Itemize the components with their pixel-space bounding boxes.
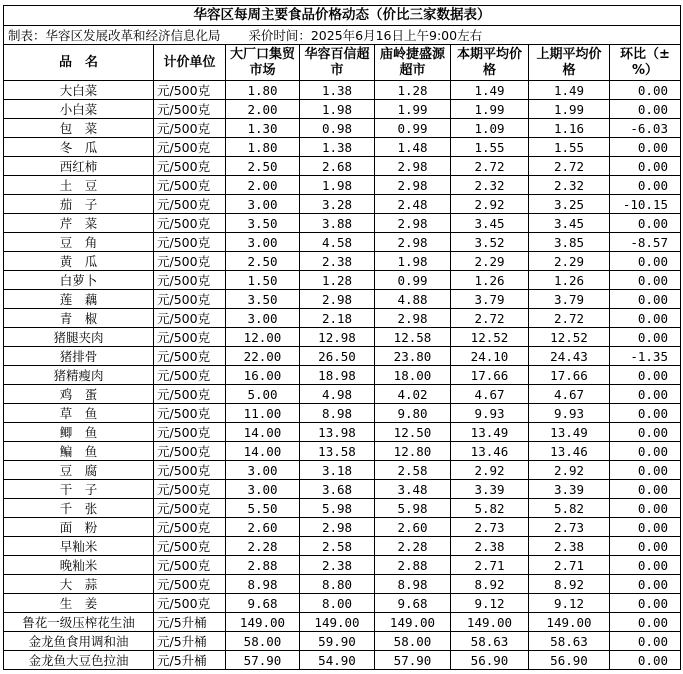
table-row (4, 290, 681, 309)
price-change: 0.00 (610, 176, 681, 195)
price-market-1: 3.00 (226, 309, 300, 328)
price-market-2: 2.98 (300, 518, 375, 537)
price-change: 0.00 (610, 461, 681, 480)
price-current-avg: 2.32 (451, 176, 529, 195)
price-market-2: 2.18 (300, 309, 375, 328)
item-name: 鲫 鱼 (4, 423, 154, 442)
item-name: 草 鱼 (4, 404, 154, 423)
item-name: 金龙鱼食用调和油 (4, 632, 154, 651)
item-unit: 元/500克 (154, 404, 226, 423)
item-name: 小白菜 (4, 100, 154, 119)
price-previous-avg: 9.12 (529, 594, 610, 613)
price-market-1: 2.50 (226, 157, 300, 176)
item-unit: 元/500克 (154, 518, 226, 537)
price-previous-avg: 1.16 (529, 119, 610, 138)
price-current-avg: 3.79 (451, 290, 529, 309)
item-unit: 元/500克 (154, 347, 226, 366)
price-previous-avg: 2.73 (529, 518, 610, 537)
price-previous-avg: 5.82 (529, 499, 610, 518)
price-change: 0.00 (610, 157, 681, 176)
item-name: 冬 瓜 (4, 138, 154, 157)
price-market-2: 26.50 (300, 347, 375, 366)
price-market-3: 2.98 (375, 214, 451, 233)
price-market-2: 4.58 (300, 233, 375, 252)
table-row (4, 537, 681, 556)
table-row (4, 651, 681, 670)
table-title: 华容区每周主要食品价格动态（价比三家数据表） (4, 6, 681, 26)
item-name: 千 张 (4, 499, 154, 518)
price-current-avg: 13.49 (451, 423, 529, 442)
price-market-3: 9.68 (375, 594, 451, 613)
price-market-1: 3.00 (226, 233, 300, 252)
table-row (4, 366, 681, 385)
price-change: 0.00 (610, 499, 681, 518)
table-row (4, 119, 681, 138)
price-market-3: 12.50 (375, 423, 451, 442)
header-market-2: 华容百信超市 (300, 45, 375, 81)
price-current-avg: 3.45 (451, 214, 529, 233)
price-market-2: 1.38 (300, 81, 375, 100)
price-previous-avg: 13.49 (529, 423, 610, 442)
item-unit: 元/5升桶 (154, 651, 226, 670)
price-current-avg: 1.99 (451, 100, 529, 119)
meta-row (4, 26, 681, 45)
table-row (4, 271, 681, 290)
table-row (4, 214, 681, 233)
table-row (4, 461, 681, 480)
price-market-3: 2.28 (375, 537, 451, 556)
price-market-1: 58.00 (226, 632, 300, 651)
price-current-avg: 2.71 (451, 556, 529, 575)
price-previous-avg: 1.99 (529, 100, 610, 119)
price-market-3: 0.99 (375, 271, 451, 290)
price-market-2: 54.90 (300, 651, 375, 670)
price-market-2: 5.98 (300, 499, 375, 518)
header-previous-avg: 上期平均价格 (529, 45, 610, 81)
price-current-avg: 2.29 (451, 252, 529, 271)
header-market-1: 大厂口集贸市场 (226, 45, 300, 81)
price-market-3: 5.98 (375, 499, 451, 518)
item-name: 猪排骨 (4, 347, 154, 366)
price-market-1: 22.00 (226, 347, 300, 366)
price-market-3: 2.58 (375, 461, 451, 480)
table-row (4, 518, 681, 537)
price-market-2: 13.58 (300, 442, 375, 461)
price-current-avg: 13.46 (451, 442, 529, 461)
item-name: 晚籼米 (4, 556, 154, 575)
price-market-2: 2.98 (300, 290, 375, 309)
price-previous-avg: 2.72 (529, 309, 610, 328)
meta-line (4, 26, 681, 45)
price-change: 0.00 (610, 385, 681, 404)
table-row (4, 442, 681, 461)
item-name: 鲁花一级压榨花生油 (4, 613, 154, 632)
price-previous-avg: 3.85 (529, 233, 610, 252)
price-market-1: 1.50 (226, 271, 300, 290)
item-name: 大白菜 (4, 81, 154, 100)
item-unit: 元/500克 (154, 157, 226, 176)
item-unit: 元/500克 (154, 366, 226, 385)
price-market-2: 149.00 (300, 613, 375, 632)
item-unit: 元/500克 (154, 537, 226, 556)
price-previous-avg: 3.25 (529, 195, 610, 214)
item-name: 黄 瓜 (4, 252, 154, 271)
price-current-avg: 9.12 (451, 594, 529, 613)
header-change: 环比（±%） (610, 45, 681, 81)
price-market-3: 12.58 (375, 328, 451, 347)
price-market-3: 8.98 (375, 575, 451, 594)
table-row (4, 423, 681, 442)
price-market-1: 12.00 (226, 328, 300, 347)
price-market-2: 8.80 (300, 575, 375, 594)
price-change: 0.00 (610, 575, 681, 594)
price-current-avg: 2.72 (451, 309, 529, 328)
price-previous-avg: 12.52 (529, 328, 610, 347)
price-change: 0.00 (610, 138, 681, 157)
price-market-3: 2.60 (375, 518, 451, 537)
item-name: 猪精瘦肉 (4, 366, 154, 385)
price-market-2: 8.00 (300, 594, 375, 613)
item-unit: 元/500克 (154, 328, 226, 347)
price-market-2: 1.38 (300, 138, 375, 157)
item-unit: 元/500克 (154, 499, 226, 518)
price-market-2: 3.88 (300, 214, 375, 233)
price-previous-avg: 1.55 (529, 138, 610, 157)
price-previous-avg: 13.46 (529, 442, 610, 461)
title-row (4, 6, 681, 26)
item-unit: 元/500克 (154, 138, 226, 157)
price-market-1: 57.90 (226, 651, 300, 670)
price-market-3: 2.98 (375, 176, 451, 195)
price-current-avg: 1.55 (451, 138, 529, 157)
price-market-2: 59.90 (300, 632, 375, 651)
price-market-3: 2.98 (375, 309, 451, 328)
table-row (4, 575, 681, 594)
price-previous-avg: 2.72 (529, 157, 610, 176)
price-market-3: 9.80 (375, 404, 451, 423)
price-market-1: 2.88 (226, 556, 300, 575)
price-market-1: 2.60 (226, 518, 300, 537)
price-change: -1.35 (610, 347, 681, 366)
price-change: 0.00 (610, 537, 681, 556)
price-market-2: 3.18 (300, 461, 375, 480)
header-unit: 计价单位 (154, 45, 226, 81)
item-name: 干 子 (4, 480, 154, 499)
item-name: 青 椒 (4, 309, 154, 328)
price-market-3: 2.48 (375, 195, 451, 214)
price-market-3: 2.88 (375, 556, 451, 575)
price-market-1: 2.00 (226, 176, 300, 195)
price-current-avg: 1.09 (451, 119, 529, 138)
price-current-avg: 1.49 (451, 81, 529, 100)
price-market-2: 3.68 (300, 480, 375, 499)
price-market-1: 2.50 (226, 252, 300, 271)
table-row (4, 81, 681, 100)
price-market-3: 3.48 (375, 480, 451, 499)
header-market-3: 庙岭捷盛源超市 (375, 45, 451, 81)
item-name: 大 蒜 (4, 575, 154, 594)
price-previous-avg: 9.93 (529, 404, 610, 423)
price-market-3: 149.00 (375, 613, 451, 632)
table-row (4, 138, 681, 157)
price-market-3: 2.98 (375, 233, 451, 252)
table-row (4, 480, 681, 499)
price-change: 0.00 (610, 632, 681, 651)
maker-text: 制表：华容区发展改革和经济信息化局 (8, 27, 221, 43)
item-name: 豆 角 (4, 233, 154, 252)
price-change: 0.00 (610, 366, 681, 385)
price-market-1: 5.00 (226, 385, 300, 404)
price-current-avg: 56.90 (451, 651, 529, 670)
item-name: 包 菜 (4, 119, 154, 138)
price-market-3: 18.00 (375, 366, 451, 385)
item-name: 豆 腐 (4, 461, 154, 480)
price-change: 0.00 (610, 214, 681, 233)
item-unit: 元/500克 (154, 290, 226, 309)
price-market-3: 12.80 (375, 442, 451, 461)
price-current-avg: 58.63 (451, 632, 529, 651)
price-market-1: 3.50 (226, 290, 300, 309)
price-market-3: 23.80 (375, 347, 451, 366)
price-market-1: 3.00 (226, 480, 300, 499)
price-change: 0.00 (610, 556, 681, 575)
table-row (4, 404, 681, 423)
price-market-1: 3.00 (226, 195, 300, 214)
table-row (4, 100, 681, 119)
item-name: 生 姜 (4, 594, 154, 613)
survey-time: 采价时间：2025年6月16日上午9:00左右 (248, 27, 483, 43)
price-change: 0.00 (610, 518, 681, 537)
item-unit: 元/500克 (154, 214, 226, 233)
price-change: -10.15 (610, 195, 681, 214)
price-market-1: 9.68 (226, 594, 300, 613)
price-market-1: 1.80 (226, 138, 300, 157)
header-name: 品 名 (4, 45, 154, 81)
table-row (4, 233, 681, 252)
price-change: 0.00 (610, 594, 681, 613)
price-market-1: 16.00 (226, 366, 300, 385)
table-row (4, 328, 681, 347)
price-current-avg: 2.73 (451, 518, 529, 537)
price-previous-avg: 1.26 (529, 271, 610, 290)
price-market-3: 1.48 (375, 138, 451, 157)
price-previous-avg: 56.90 (529, 651, 610, 670)
price-market-3: 0.99 (375, 119, 451, 138)
price-market-2: 2.58 (300, 537, 375, 556)
item-name: 土 豆 (4, 176, 154, 195)
item-name: 芹 菜 (4, 214, 154, 233)
price-market-2: 2.68 (300, 157, 375, 176)
price-market-2: 13.98 (300, 423, 375, 442)
price-change: 0.00 (610, 423, 681, 442)
table-row (4, 347, 681, 366)
table-row (4, 385, 681, 404)
price-market-1: 11.00 (226, 404, 300, 423)
price-change: -6.03 (610, 119, 681, 138)
price-market-2: 1.98 (300, 176, 375, 195)
table-row (4, 594, 681, 613)
item-unit: 元/500克 (154, 594, 226, 613)
price-market-3: 1.99 (375, 100, 451, 119)
price-market-2: 4.98 (300, 385, 375, 404)
price-current-avg: 1.26 (451, 271, 529, 290)
price-previous-avg: 24.43 (529, 347, 610, 366)
table-row (4, 556, 681, 575)
item-unit: 元/500克 (154, 271, 226, 290)
price-market-1: 5.50 (226, 499, 300, 518)
price-market-3: 58.00 (375, 632, 451, 651)
price-market-1: 14.00 (226, 423, 300, 442)
item-name: 鳊 鱼 (4, 442, 154, 461)
table-row (4, 252, 681, 271)
price-market-1: 149.00 (226, 613, 300, 632)
price-market-1: 1.30 (226, 119, 300, 138)
table-row (4, 176, 681, 195)
price-previous-avg: 17.66 (529, 366, 610, 385)
price-market-2: 1.28 (300, 271, 375, 290)
item-unit: 元/500克 (154, 233, 226, 252)
price-change: 0.00 (610, 480, 681, 499)
price-change: 0.00 (610, 100, 681, 119)
price-previous-avg: 1.49 (529, 81, 610, 100)
table-row (4, 157, 681, 176)
item-name: 茄 子 (4, 195, 154, 214)
price-market-1: 8.98 (226, 575, 300, 594)
price-market-1: 2.00 (226, 100, 300, 119)
item-unit: 元/500克 (154, 556, 226, 575)
price-change: 0.00 (610, 328, 681, 347)
item-unit: 元/500克 (154, 252, 226, 271)
item-unit: 元/500克 (154, 81, 226, 100)
price-market-3: 4.02 (375, 385, 451, 404)
item-name: 金龙鱼大豆色拉油 (4, 651, 154, 670)
price-previous-avg: 2.71 (529, 556, 610, 575)
item-name: 早籼米 (4, 537, 154, 556)
price-previous-avg: 2.29 (529, 252, 610, 271)
price-previous-avg: 149.00 (529, 613, 610, 632)
table-row (4, 632, 681, 651)
price-change: -8.57 (610, 233, 681, 252)
price-market-2: 3.28 (300, 195, 375, 214)
item-unit: 元/500克 (154, 575, 226, 594)
table-row (4, 499, 681, 518)
price-market-2: 2.38 (300, 556, 375, 575)
item-unit: 元/500克 (154, 176, 226, 195)
price-previous-avg: 58.63 (529, 632, 610, 651)
price-change: 0.00 (610, 651, 681, 670)
price-current-avg: 2.72 (451, 157, 529, 176)
price-market-1: 3.00 (226, 461, 300, 480)
item-unit: 元/5升桶 (154, 632, 226, 651)
item-unit: 元/5升桶 (154, 613, 226, 632)
price-current-avg: 4.67 (451, 385, 529, 404)
price-market-3: 2.98 (375, 157, 451, 176)
price-market-1: 3.50 (226, 214, 300, 233)
header-current-avg: 本期平均价格 (451, 45, 529, 81)
price-previous-avg: 3.79 (529, 290, 610, 309)
price-previous-avg: 2.92 (529, 461, 610, 480)
price-current-avg: 8.92 (451, 575, 529, 594)
price-market-1: 1.80 (226, 81, 300, 100)
price-current-avg: 2.92 (451, 195, 529, 214)
item-name: 白萝卜 (4, 271, 154, 290)
price-change: 0.00 (610, 271, 681, 290)
item-unit: 元/500克 (154, 309, 226, 328)
price-previous-avg: 8.92 (529, 575, 610, 594)
price-market-1: 2.28 (226, 537, 300, 556)
price-change: 0.00 (610, 290, 681, 309)
price-change: 0.00 (610, 309, 681, 328)
item-unit: 元/500克 (154, 195, 226, 214)
price-market-2: 0.98 (300, 119, 375, 138)
price-market-2: 18.98 (300, 366, 375, 385)
price-change: 0.00 (610, 404, 681, 423)
price-market-1: 14.00 (226, 442, 300, 461)
price-market-3: 4.88 (375, 290, 451, 309)
price-change: 0.00 (610, 252, 681, 271)
price-change: 0.00 (610, 613, 681, 632)
table-row (4, 195, 681, 214)
price-previous-avg: 2.38 (529, 537, 610, 556)
price-table (3, 5, 681, 670)
price-market-2: 12.98 (300, 328, 375, 347)
item-unit: 元/500克 (154, 461, 226, 480)
item-name: 面 粉 (4, 518, 154, 537)
item-name: 猪腿夹肉 (4, 328, 154, 347)
price-current-avg: 9.93 (451, 404, 529, 423)
price-sheet (3, 5, 680, 670)
price-current-avg: 3.52 (451, 233, 529, 252)
price-current-avg: 5.82 (451, 499, 529, 518)
price-current-avg: 2.92 (451, 461, 529, 480)
price-market-2: 2.38 (300, 252, 375, 271)
item-unit: 元/500克 (154, 100, 226, 119)
price-change: 0.00 (610, 442, 681, 461)
item-name: 西红柿 (4, 157, 154, 176)
item-unit: 元/500克 (154, 423, 226, 442)
price-current-avg: 2.38 (451, 537, 529, 556)
price-previous-avg: 4.67 (529, 385, 610, 404)
item-name: 莲 藕 (4, 290, 154, 309)
price-market-3: 57.90 (375, 651, 451, 670)
item-unit: 元/500克 (154, 480, 226, 499)
item-unit: 元/500克 (154, 442, 226, 461)
price-previous-avg: 3.39 (529, 480, 610, 499)
price-current-avg: 3.39 (451, 480, 529, 499)
header-row (4, 45, 681, 81)
price-market-3: 1.28 (375, 81, 451, 100)
item-name: 鸡 蛋 (4, 385, 154, 404)
table-row (4, 613, 681, 632)
item-unit: 元/500克 (154, 385, 226, 404)
price-market-2: 8.98 (300, 404, 375, 423)
price-market-2: 1.98 (300, 100, 375, 119)
price-current-avg: 12.52 (451, 328, 529, 347)
price-previous-avg: 2.32 (529, 176, 610, 195)
price-previous-avg: 3.45 (529, 214, 610, 233)
price-current-avg: 24.10 (451, 347, 529, 366)
price-current-avg: 149.00 (451, 613, 529, 632)
price-market-3: 1.98 (375, 252, 451, 271)
price-current-avg: 17.66 (451, 366, 529, 385)
item-unit: 元/500克 (154, 119, 226, 138)
table-row (4, 309, 681, 328)
price-change: 0.00 (610, 81, 681, 100)
